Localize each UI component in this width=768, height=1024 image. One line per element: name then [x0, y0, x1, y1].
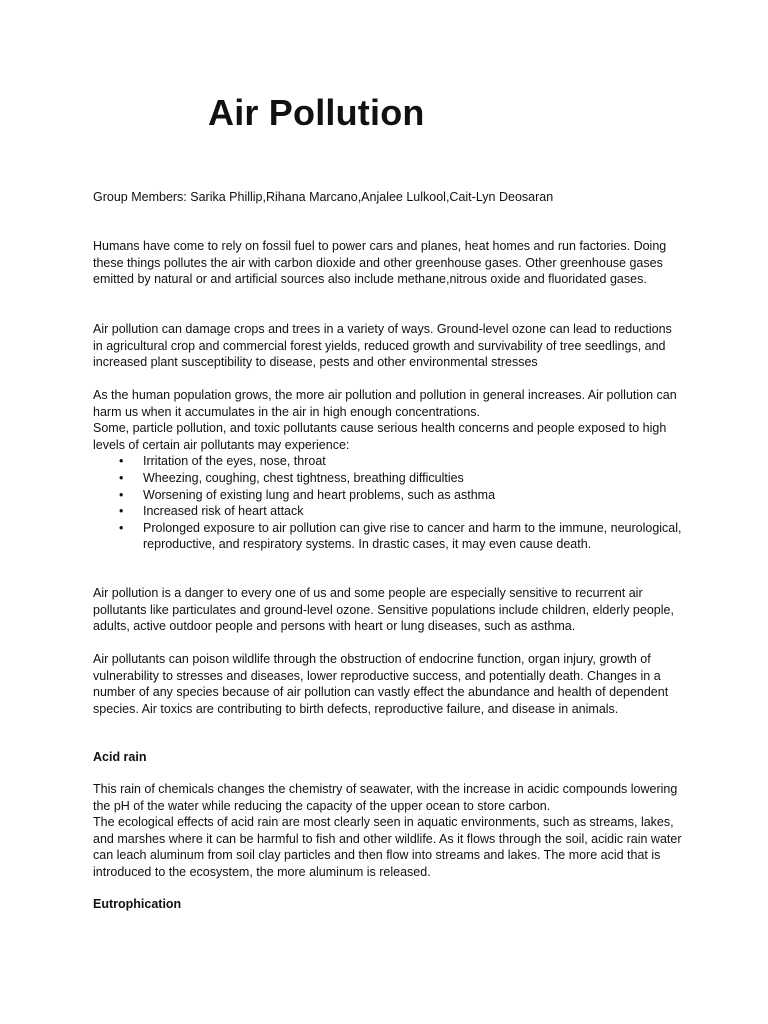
- paragraph-acid-rain: [93, 781, 683, 881]
- list-item-text: Irritation of the eyes, nose, throat: [143, 454, 326, 469]
- paragraph-fossil-fuels: [93, 238, 683, 288]
- list-item: [119, 470, 683, 487]
- paragraph-text: Some, particle pollution, and toxic pollutants cause serious health concerns and people exposed to high levels of certain air pollutants may experience:: [93, 421, 667, 452]
- list-item-text: Wheezing, coughing, chest tightness, breathing difficulties: [143, 470, 464, 485]
- bullet-icon: •: [119, 454, 124, 469]
- paragraph-text: Air pollution is a danger to every one of us and some people are especially sensitive to recurrent air pollutants like particulates and ground-level ozone. Sensitive populations include children, elderly people, adults, active outdoor people and persons with heart or lung diseases, such as asthma.: [93, 586, 674, 634]
- paragraph-text: This rain of chemicals changes the chemistry of seawater, with the increase in acidic compounds lowering the pH of the water while reducing the capacity of the upper ocean to store carbon.: [93, 782, 678, 813]
- list-item: [119, 487, 683, 504]
- paragraph-text: Air pollution can damage crops and trees in a variety of ways. Ground-level ozone can lead to reductions in agricultural crop and commercial forest yields, reduced growth and survivability of tree seedlings, and increased plant susceptibility to disease, pests and other environmental stresses: [93, 322, 672, 370]
- paragraph-wildlife: [93, 651, 683, 717]
- list-item: [119, 520, 683, 553]
- list-item-text: Prolonged exposure to air pollution can give rise to cancer and harm to the immune, neurological, reproductive, and respiratory systems. In drastic cases, it may even cause death.: [143, 520, 682, 552]
- paragraph-text: Humans have come to rely on fossil fuel to power cars and planes, heat homes and run factories. Doing these things pollutes the air with carbon dioxide and other greenhouse gases. Other greenhouse gases emitted by natural or and artificial sources also include methane,nitrous oxide and fluoridated gases.: [93, 239, 667, 287]
- paragraph-text: As the human population grows, the more air pollution and pollution in general increases. Air pollution can harm us when it accumulates in the air in high enough concentrations.: [93, 388, 677, 419]
- bullet-icon: •: [119, 504, 124, 519]
- bullet-icon: •: [119, 487, 124, 502]
- list-item-text: Worsening of existing lung and heart problems, such as asthma: [143, 487, 496, 502]
- paragraph-sensitive-populations: [93, 585, 683, 635]
- bullet-icon: •: [119, 520, 124, 535]
- bullet-icon: •: [119, 470, 124, 485]
- heading-eutrophication: Eutrophication: [93, 897, 182, 911]
- document-title: Air Pollution: [208, 92, 425, 133]
- list-item-text: Increased risk of heart attack: [143, 504, 304, 519]
- paragraph-crops-trees: [93, 321, 683, 371]
- list-item: [119, 453, 683, 470]
- paragraph-text: The ecological effects of acid rain are most clearly seen in aquatic environments, such as streams, lakes, and marshes where it can be harmful to fish and other wildlife. As it flows through the soil, acidic rain water can leach aluminum from soil clay particles and then flow into streams and lakes. The more acid that is introduced to the ecosystem, the more aluminum is released.: [93, 815, 682, 879]
- group-members: Group Members: Sarika Phillip,Rihana Marcano,Anjalee Lulkool,Cait-Lyn Deosaran: [93, 190, 554, 204]
- list-item: [119, 503, 683, 520]
- symptom-list: [93, 453, 683, 553]
- heading-acid-rain: Acid rain: [93, 750, 147, 764]
- paragraph-text: Air pollutants can poison wildlife through the obstruction of endocrine function, organ injury, growth of vulnerability to stresses and diseases, lower reproductive success, and potentially death. Changes in a number of any species because of air pollution can vastly effect the abundance and health of dependent species. Air toxics are contributing to birth defects, reproductive failure, and disease in animals.: [93, 652, 669, 716]
- paragraph-human-health: [93, 387, 683, 553]
